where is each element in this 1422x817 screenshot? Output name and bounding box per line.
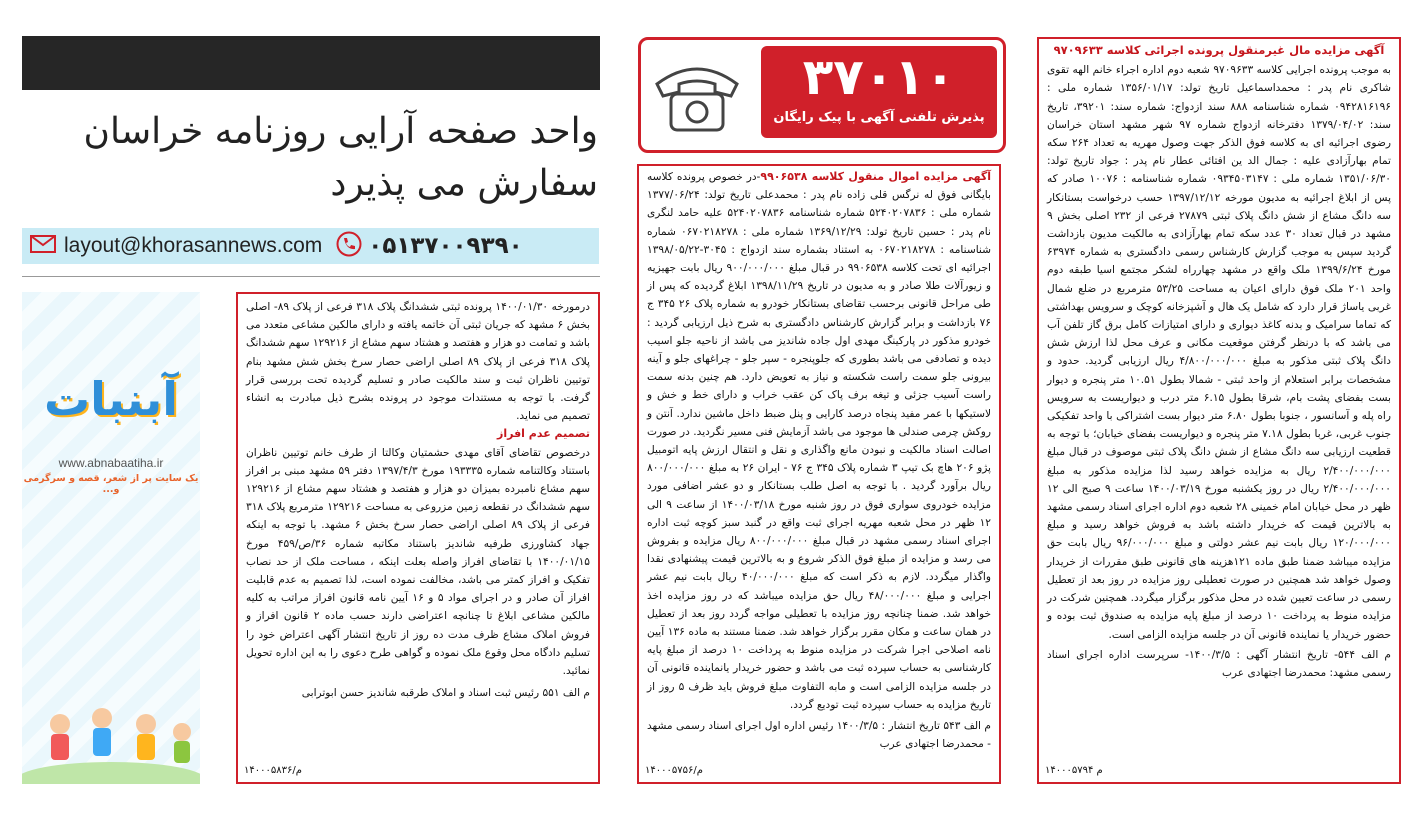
- phone-number: ۳۷۰۱۰: [802, 48, 956, 106]
- promo-line-2: سفارش می پذیرد: [330, 163, 598, 204]
- phone-red-panel: [761, 46, 997, 138]
- promo-line-1: واحد صفحه آرایی روزنامه خراسان: [83, 111, 598, 152]
- ad-children-illustration: [22, 672, 200, 784]
- contact-email[interactable]: layout@khorasannews.com: [64, 234, 323, 257]
- notice-movable-auction: [637, 164, 1001, 784]
- ad-logo: آبنبات: [43, 372, 179, 426]
- mail-icon: [30, 235, 56, 257]
- notice-left-signature: م الف ۵۵۱ رئیس ثبت اسناد و املاک طرقبه شاندیز حسن ابوترابی: [301, 687, 590, 700]
- phone-banner[interactable]: [638, 37, 1006, 153]
- notice-middle-title: آگهی مزایده اموال منقول کلاسه ۹۹۰۶۵۳۸: [760, 170, 992, 183]
- contact-phone[interactable]: ۰۵۱۳۷۰۰۹۳۹۰: [368, 233, 523, 259]
- ad-url: www.abnabaatiha.ir: [58, 456, 164, 470]
- notice-middle-body: در خصوص پرونده کلاسه بایگانی فوق له نرگس قلی زاده نام پدر : محمدعلی تاریخ تولد: ۱۳۷۷/۰۶/۲۴ شماره ملی : ۵۲۴۰۲۰۷۸۳۶ شماره شناسنامه ۵۲۴۰۲۰۷۸۳۶ علیه حامد لنگری نام پدر : حسین تاریخ تولد: ۱۳۶۹/۱۲/۲۹ شماره ملی : ۰۶۷۰۲۱۸۲۷۸ شماره شناسنامه : ۰۶۷۰۲۱۸۲۷۸ به استناد بشماره سند ازدواج : ۳۰۴۵-۱۳۹۸/۰۵/۲۲ اجرائیه ای تحت کلاسه ۹۹۰۶۵۳۸ در قبال مبلغ ۹۰۰/۰۰۰/۰۰۰ ریال بابت جهیزیه و زیورآلات طلا صادر و به مدیون در تاریخ ۱۳۹۸/۱۱/۲۹ ابلاغ گردیده که پس از طی مراحل قانونی برحسب تقاضای بستانکار خودرو به شماره پلاک ۲۶ ۳۴۵ ج ۷۶ بازداشت و برابر گزارش کارشناس دادگستری به شرح ذیل ارزیابی گردید : خودرو مذکور در پارکینگ مهدی اول جاده شاندیز می باشد از ناحیه جلو اسیب دیده و تصادفی می باشد بطوری که جلوپنجره - سپر جلو - چراغهای جلو و آینه بیرونی جلو سمت راست شکسته و نیاز به تعویض دارد. هم چنین بدنه سمت راست آسیب جزئی و تیغه برف پاک کن عقب خراب و دارای خط و خش و لاستیکها با عمر مفید پنجاه درصد کارایی و پنل ضبط داخل ماشین ندارد. آنتن و روکش چرمی صندلی ها موجود می باشد آزمایش فنی مسیر نگردید. در صورت اصالت اسناد مالکیت و نبودن مانع واگذاری و نقل و انتقال ارزش پایه اتومبیل پژو ۲۰۶ هاچ بک تیپ ۳ شماره پلاک ۳۴۵ ج ۷۶ - ایران ۲۶ به مبلغ ۸۰۰/۰۰۰/۰۰۰ ریال برآورد گردید . با توجه به اصل طلب بستانکار و دو عشر اضافی مورد مزایده خودروی سواری فوق در روز شنبه مورخ ۱۴۰۰/۰۳/۱۸ از ساعت ۹ الی ۱۲ ظهر در محل شعبه مهریه اجرای ثبت واقع در گنبد سبز کوچه ثبت اداره اجرای اسناد رسمی مشهد در قبال مبلغ ۸۰۰/۰۰۰/۰۰۰ ریال مزایده و بفروش می رسد و مزایده از مبلغ فوق الذکر شروع و به بالاترین قیمت پیشنهادی نقدا واگذار میگردد. لازم به ذکر است که مبلغ ۴۰/۰۰۰/۰۰۰ ریال بابت نیم عشر اجرایی و مبلغ ۴۸/۰۰۰/۰۰۰ ریال حق مزایده میباشد که در روز مزایده اخذ خواهد شد. ضمنا چنانچه روز مزایده با تعطیلی مواجه گردد روز بعد از تعطیل در همان ساعت و مکان مقرر برگزار خواهد شد. ضمنا مستند به ماده ۱۳۶ آیین نامه اصلاحی اجرا شرکت در مزایده منوط به پرداخت ۱۰ درصد از مبلغ پایه کارشناسی به حساب سپرده ثبت می باشد و حضور خریدار یانماینده قانونی آن در جلسه مزایده الزامی است و مابه التفاوت مبلغ فروش باید ظرف ۵ روز از تاریخ مزایده به حساب سپرده ثبت تودیع گردد.: [647, 171, 992, 711]
- ad-tagline: یک سایت پر از شعر، قصه و سرگرمی و...: [23, 473, 199, 495]
- notice-right-title: آگهی مزایده مال غیرمنقول پرونده اجرائی کلاسه ۹۷۰۹۶۳۳: [1053, 43, 1385, 57]
- notice-middle-code: م/۱۴۰۰۰۵۷۵۶: [645, 764, 703, 776]
- phone-caption: پذیرش تلفنی آگهی با پیک رایگان: [773, 110, 985, 125]
- notice-middle-dash: -: [756, 171, 761, 183]
- notice-left-code: م/۱۴۰۰۰۵۸۳۶: [244, 764, 302, 776]
- notice-left-subtitle: تصمیم عدم افراز: [497, 427, 590, 441]
- notice-real-estate-auction: [1037, 37, 1401, 784]
- notice-middle-signature: م الف ۵۴۳ تاریخ انتشار : ۱۴۰۰/۳/۵ رئیس اداره اول اجرای اسناد رسمی مشهد - محمدرضا اجتهادی عرب: [647, 720, 991, 751]
- notice-partition-decision: [236, 292, 600, 784]
- contact-bar: [22, 228, 599, 264]
- promo-header-bar: [22, 36, 600, 90]
- notice-right-code: م ۱۴۰۰۰۵۷۹۴: [1045, 764, 1103, 776]
- divider: [22, 276, 600, 277]
- phone-icon: [336, 231, 362, 261]
- promo-headline: [22, 106, 598, 210]
- notice-right-body: به موجب پرونده اجرایی کلاسه ۹۷۰۹۶۳۳ شعبه دوم اداره اجراء خانم الهه تقوی شاکری نام پدر : محمداسماعیل تاریخ تولد: ۱۳۵۶/۰۱/۱۷ شماره ملی : ۰۹۴۲۸۱۶۱۹۶ شماره شناسنامه ۸۸۸ سند ازدواج: شماره سند: ۳۹۲۰۱، تاریخ سند: ۱۳۷۹/۰۴/۰۲ دفترخانه ازدواج شماره ۹۷ شهر مشهد استان خراسان رضوی اجرائیه ای به کلاسه فوق الذکر جهت وصول مهریه به تعداد ۲۶۴ سکه تمام بهارآزادی علیه : جمال الد ین افتائی عطار نام پدر : جواد تاریخ تولد: ۱۳۵۱/۰۶/۳۰ شماره ملی : ۰۹۳۴۵۰۳۱۴۷ شماره شناسنامه : ۱۰۰۷۶ صادر که پس از ابلاغ اجرائیه به مدیون مورخه ۱۳۹۷/۱۲/۱۲ حسب درخواست بستانکار سه دانگ مشاع از شش دانگ پلاک ثبتی ۲۷۸۷۹ فرعی از ۲۳۲ اصلی بخش ۹ مشهد در قبال تعداد ۳۰ عدد سکه تمام بهارآزادی به مالکیت مدیون بازداشت گردید سپس به موجب گزارش کارشناس رسمی دادگستری به شماره ۶۳۹۷۴ مورخ ۱۳۹۹/۶/۲۴ ملک واقع در مشهد چهارراه لشکر مجتمع اسیا طبقه دوم واحد ۲۰۱ ملک فوق دارای اعیان به مساحت ۵۳/۲۵ مترمربع در ضلع شمال غربی یاساژ قرار دارد که شامل یک هال و آشپزخانه کوچک و سرویس بهداشتی که تماما سرامیک و بدنه کاغذ دیواری و دارای امتیازات کامل برق گاز تلفن آب می باشد که با درنظر گرفتن موقعیت مکانی و عرف محل لذا ارزش شش دانگ پلاک ثبتی مذکور به مبلغ ۴/۸۰۰/۰۰۰/۰۰۰ ریال ارزیابی گردید. حدود و مشخصات برابر استعلام از واحد ثبتی - شمالا بطول ۱۰.۵۱ متر پنجره و دیوار بست بفضای پشت بام، شرقا بطول ۶.۱۵ متر درب و دیواریست به سرویس راه پله و آسانسور ، جنوبا بطول ۶.۸۰ متر دیوار بست اشتراکی با واحد تفکیکی جنوب غربی، غربا بطول ۷.۱۸ متر پنجره و دیواریست بفضای خیابان؛ با توجه به قطعیت ارزیابی سه دانگ مشاع از شش دانگ پلاک ثبتی موصوف در قبال مبلغ ۲/۴۰۰/۰۰۰/۰۰۰ ریال به مزایده خواهد رسید لذا مزایده مذکور به مبلغ ۲/۴۰۰/۰۰۰/۰۰۰ ریال در روز یکشنبه مورخ ۱۴۰۰/۰۳/۱۹ ساعت ۹ صبح الی ۱۲ ظهر در محل خیابان امام خمینی ۲۸ شعبه دوم اداره اجرای اسناد رسمی مشهد به بالاترین قیمت که خریدار داشته باشد به فروش خواهد رسید و مبلغ ۱۲۰/۰۰۰/۰۰۰ ریال بابت نیم عشر دولتی و مبلغ ۹۶/۰۰۰/۰۰۰ ریال بابت حق مزایده میباشد ضمنا طبق ماده ۱۲۱هزینه های قانونی طبق مقررات از خریدار وصول خواهد شد همچنین در صورت تعطیلی روز مزایده در روز بعد از تعطیل رسمی در ساعت تعیین شده در محل مذکور برگزار میگردد. همچنین شرکت در مزایده منوط به پرداخت ۱۰ درصد از مبلغ پایه مزایده به صندوق ثبت بوده و حضور خریدار یا نماینده قانونی آن در جلسه مزایده الزامی است.: [1047, 64, 1392, 641]
- notice-right-signature: م الف ۵۴۴- تاریخ انتشار آگهی : ۱۴۰۰/۳/۵- سرپرست اداره اجرای اسناد رسمی مشهد: محمدرضا اجتهادی عرب: [1047, 648, 1391, 679]
- notice-left-body-2: درخصوص تقاضای آقای مهدی حشمتیان وکالتا از طرف خانم توتیین ناظران باستناد وکالتنامه شماره ۱۹۳۳۳۵ مورخ ۱۳۹۷/۴/۳ دفتر ۵۹ مشهد مبنی بر افراز سهم مشاع نامبرده بمیزان دو هزار و هفتصد و هشتاد سهم مشاع از ۱۲۹۲۱۶ سهم ششدانگ در نقطعه زمین مزروعی به مساحت ۱۲۹۲۱۶ مترمربع پلاک ۳۱۸ فرعی از پلاک ۸۹ اصلی اراضی حصار سرخ بخش ۶ مشهد. با توجه به اینکه جهاد کشاورزی طرفیه شاندیز باستناد مکاتبه شماره ۳۶/ص/۴۵۹ مورخ ۱۴۰۰/۰۱/۱۵ با تقاضای افراز واصله بعلت اینکه ، مساحت ملک از حد نصاب تفکیک و افراز کمتر می باشد، مخالفت نموده است، لذا تصمیم به عدم قابلیت افراز آن صادر و در اجرای مواد ۵ و ۱۶ آیین نامه قانون افراز مراتب به کلیه مالکین مشاعی ابلاغ تا چنانچه اعتراضی دارند حسب ماده ۲ قانون افراز و فروش املاک مشاع ظرف مدت ده روز از تاریخ انتشار آگهی اعتراض خود را تسلیم دادگاه محل وقوع ملک نموده و گواهی طرح دعوی را به این اداره تحویل نمائید.: [246, 446, 591, 678]
- abnabat-ad[interactable]: [22, 292, 200, 784]
- notice-left-body-1: درمورخه ۱۴۰۰/۰۱/۳۰ پرونده ثبتی ششدانگ پلاک ۳۱۸ فرعی از پلاک ۸۹- اصلی بخش ۶ مشهد که جریان ثبتی آن خاتمه یافته و دارای مالکین مشاعی متعدد می باشد و تمامت دو هزار و هفتصد و هشتاد سهم مشاع از ۱۲۹۲۱۶ سهم ششدانگ پلاک ۳۱۸ فرعی از پلاک ۸۹ اصلی اراضی حصار سرخ بخش شش مشهد بنام توتیین ناظران ثبت و سند مالکیت صادر و تسلیم گردیده تحت بررسی قرار گرفت. با توجه به مستندات موجود در پرونده بشرح ذیل مبادرت به انشاء تصمیم می نماید.: [246, 301, 591, 423]
- phone-handset-icon: [649, 54, 745, 138]
